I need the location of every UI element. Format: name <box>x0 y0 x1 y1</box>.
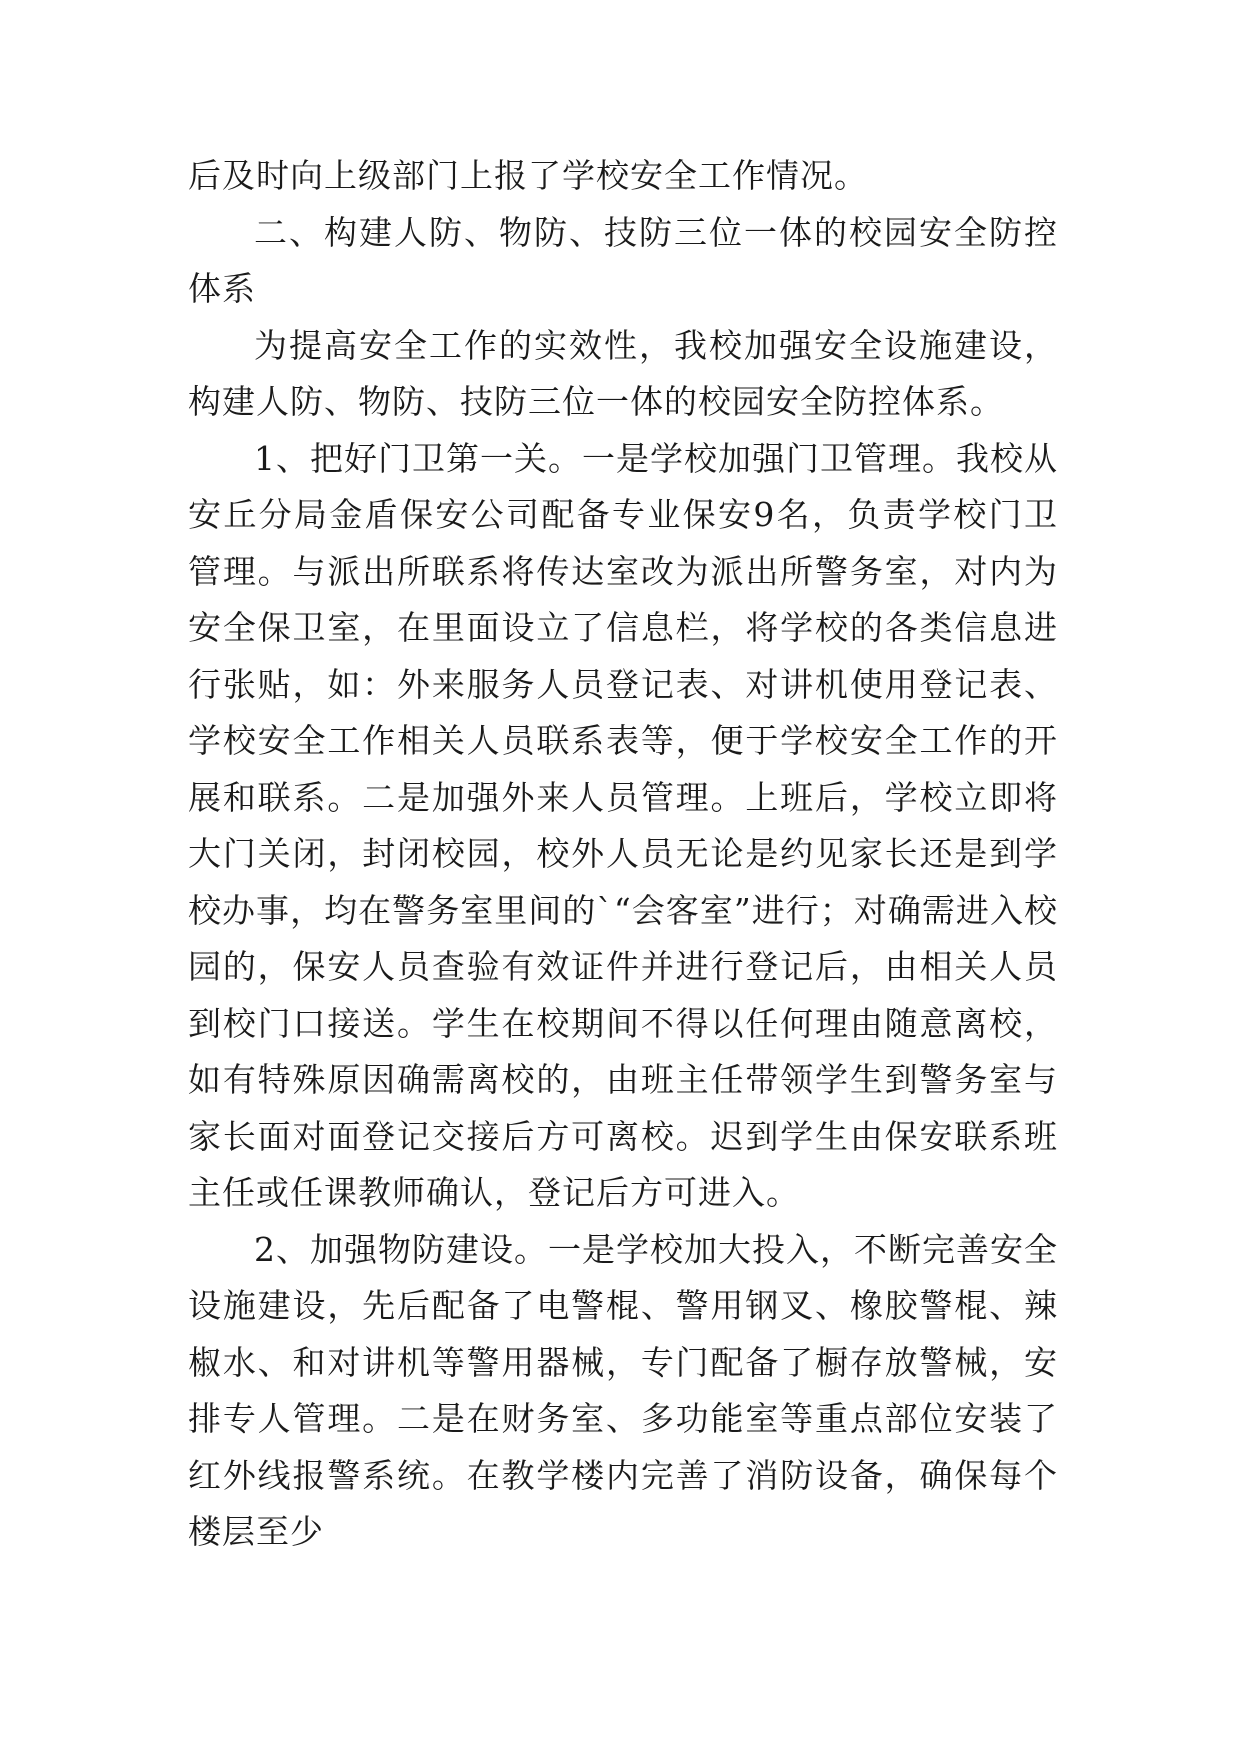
paragraph-intro: 为提高安全工作的实效性，我校加强安全设施建设，构建人防、物防、技防三位一体的校园安全防控体系。 <box>188 325 1058 421</box>
document-body <box>188 148 1058 1561</box>
paragraph-gatekeeping: 1、把好门卫第一关。一是学校加强门卫管理。我校从安丘分局金盾保安公司配备专业保安9名，负责学校门卫管理。与派出所联系将传达室改为派出所警务室，对内为安全保卫室，在里面设立了信息栏，将学校的各类信息进行张贴，如：外来服务人员登记表、对讲机使用登记表、学校安全工作相关人员联系表等，便于学校安全工作的开展和联系。二是加强外来人员管理。上班后，学校立即将大门关闭，封闭校园，校外人员无论是约见家长还是到学校办事，均在警务室里间的`“会客室”进行；对确需进入校园的，保安人员查验有效证件并进行登记后，由相关人员到校门口接送。学生在校期间不得以任何理由随意离校，如有特殊原因确需离校的，由班主任带领学生到警务室与家长面对面登记交接后方可离校。迟到学生由保安联系班主任或任课教师确认，登记后方可进入。 <box>188 438 1058 1212</box>
paragraph-physical-defense: 2、加强物防建设。一是学校加大投入，不断完善安全设施建设，先后配备了电警棍、警用钢叉、橡胶警棍、辣椒水、和对讲机等警用器械，专门配备了橱存放警械，安排专人管理。二是在财务室、多功能室等重点部位安装了红外线报警系统。在教学楼内完善了消防设备，确保每个楼层至少 <box>188 1229 1058 1551</box>
section-heading: 二、构建人防、物防、技防三位一体的校园安全防控体系 <box>188 212 1058 308</box>
paragraph-continuation: 后及时向上级部门上报了学校安全工作情况。 <box>188 156 868 195</box>
